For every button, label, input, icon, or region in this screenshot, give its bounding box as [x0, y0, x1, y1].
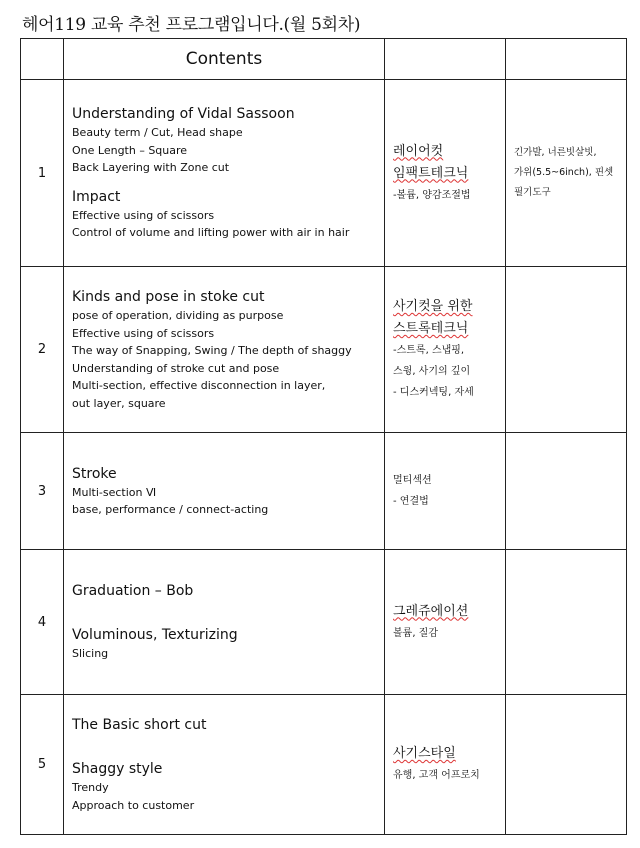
topic-detail: Effective using of scissors: [72, 208, 215, 222]
tools-cell: [506, 550, 627, 695]
tools-cell: [506, 267, 627, 433]
topic-detail: Trendy: [72, 781, 109, 794]
korean-detail: 유행, 고객 어프로치: [393, 770, 480, 781]
topic-heading: Shaggy style: [72, 761, 163, 777]
topic-detail: Slicing: [72, 647, 109, 661]
korean-topic: 스트록테크닉: [393, 321, 469, 336]
korean-detail: - 연결법: [393, 496, 429, 507]
tools-line: 긴가발, 너른빗살빗,: [514, 147, 597, 158]
topic-heading: The Basic short cut: [72, 717, 207, 733]
topic-heading: Graduation – Bob: [72, 583, 194, 600]
tools-line: 필기도구: [514, 187, 551, 198]
table-row: [21, 80, 627, 267]
topic-detail: pose of operation, dividing as purpose: [72, 309, 284, 322]
tools-cell: [506, 695, 627, 835]
topic-detail: Understanding of stroke cut and pose: [72, 361, 280, 375]
korean-detail: -스트록, 스냅핑,: [393, 345, 465, 356]
korean-topic: 임팩트테크닉: [393, 165, 469, 181]
korean-content-cell: [385, 80, 506, 267]
korean-detail: - 디스커넥팅, 자세: [393, 387, 474, 398]
session-number: 5: [21, 695, 64, 835]
korean-topic: 레이어컷: [393, 143, 444, 159]
korean-content-cell: [385, 695, 506, 835]
header-blank-cell: [385, 39, 506, 80]
korean-detail: 스윙, 사기의 깊이: [393, 366, 471, 377]
header-blank-cell: [506, 39, 627, 80]
korean-content-cell: [385, 267, 506, 433]
session-number: 3: [21, 433, 64, 550]
page-title: 헤어119 교육 추천 프로그램입니다.(월 5회차): [22, 15, 361, 35]
topic-detail: One Length – Square: [72, 143, 188, 157]
session-number: 4: [21, 550, 64, 695]
topic-detail: Effective using of scissors: [72, 326, 215, 340]
topic-detail: out layer, square: [72, 396, 166, 410]
table-row: [21, 550, 627, 695]
english-content-cell: [64, 80, 385, 267]
session-number: 2: [21, 267, 64, 433]
korean-topic: 사기컷을 위한: [393, 299, 473, 314]
topic-heading: Understanding of Vidal Sassoon: [72, 106, 295, 123]
tools-cell: [506, 433, 627, 550]
korean-detail: -볼륨, 양감조절법: [393, 189, 471, 201]
header-row: [21, 39, 627, 80]
korean-detail: 멀티섹션: [393, 475, 432, 486]
korean-content-cell: [385, 433, 506, 550]
tools-cell: [506, 80, 627, 267]
topic-detail: The way of Snapping, Swing / The depth of shaggy: [72, 344, 352, 357]
topic-detail: Multi-section, effective disconnection in layer,: [72, 379, 326, 392]
english-content-cell: [64, 267, 385, 433]
header-blank-cell: [21, 39, 64, 80]
english-content-cell: [64, 433, 385, 550]
topic-heading: Kinds and pose in stoke cut: [72, 289, 265, 305]
topic-detail: Approach to customer: [72, 798, 195, 812]
korean-detail: 볼륨, 질감: [393, 627, 438, 639]
korean-topic: 그레쥬에이션: [393, 603, 469, 619]
english-content-cell: [64, 550, 385, 695]
curriculum-table: [20, 38, 627, 835]
topic-detail: base, performance / connect-acting: [72, 503, 269, 516]
korean-topic: 사기스타일: [393, 746, 456, 761]
topic-detail: Beauty term / Cut, Head shape: [72, 126, 243, 140]
topic-detail: Multi-section Ⅵ: [72, 485, 157, 499]
session-number: 1: [21, 80, 64, 267]
topic-heading: Impact: [72, 188, 121, 205]
korean-content-cell: [385, 550, 506, 695]
contents-header: Contents: [64, 39, 385, 80]
topic-heading: Voluminous, Texturizing: [72, 627, 238, 644]
english-content-cell: [64, 695, 385, 835]
topic-detail: Back Layering with Zone cut: [72, 161, 230, 175]
topic-detail: Control of volume and lifting power with air in hair: [72, 226, 350, 240]
topic-heading: Stroke: [72, 465, 117, 482]
table-row: [21, 695, 627, 835]
tools-line: 가위(5.5~6inch), 핀셋: [514, 167, 614, 178]
table-row: [21, 433, 627, 550]
table-row: [21, 267, 627, 433]
